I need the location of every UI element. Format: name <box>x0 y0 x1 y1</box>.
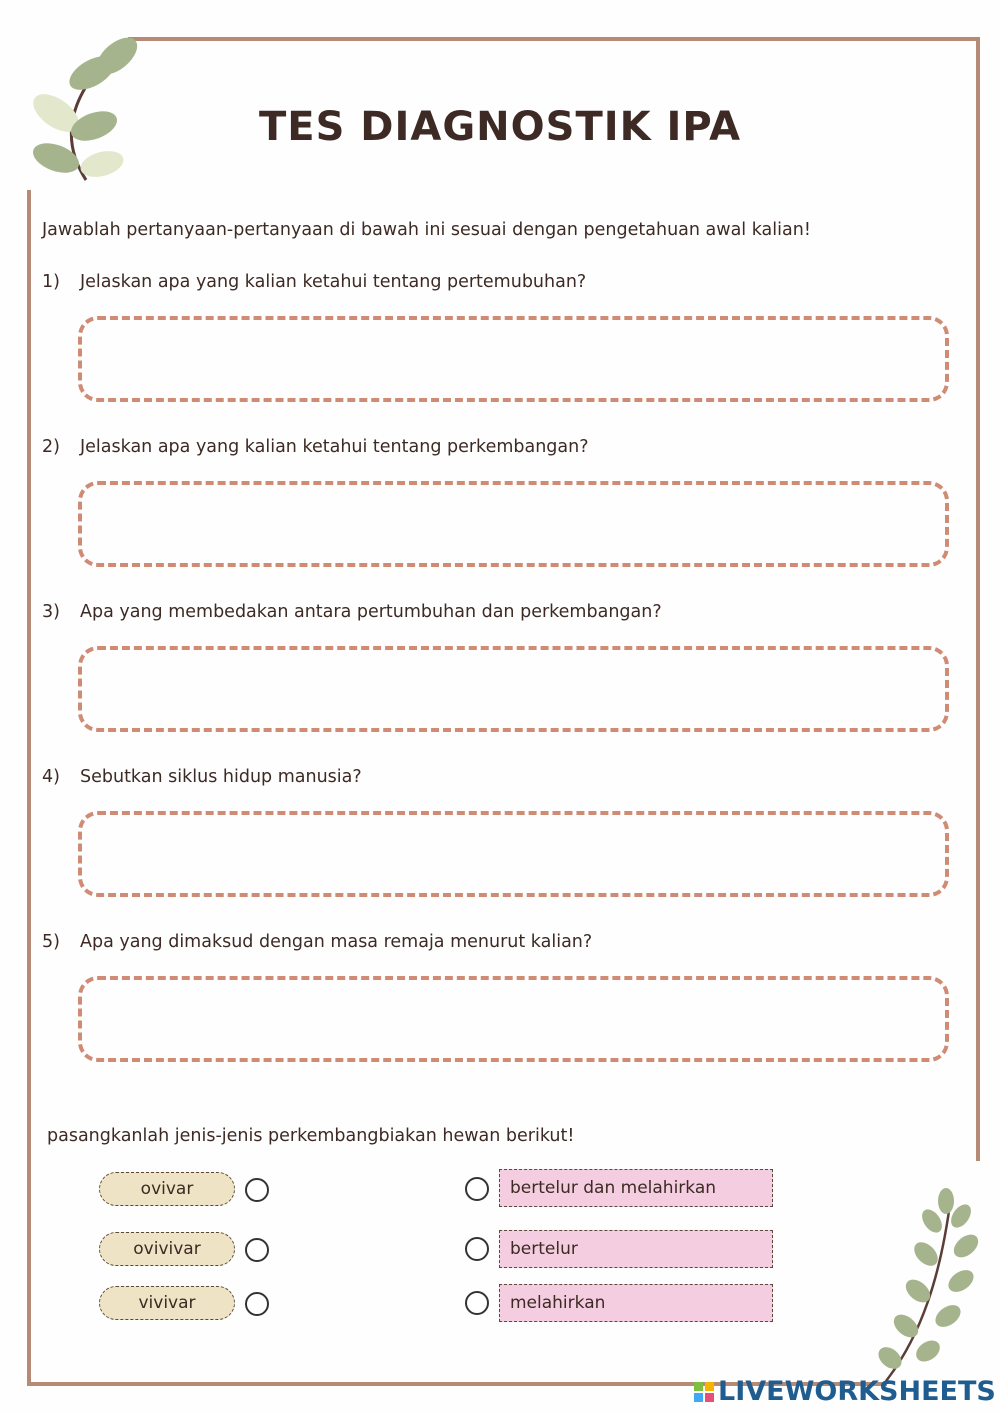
page-title: TES DIAGNOSTIK IPA <box>258 104 742 150</box>
answer-box-2[interactable] <box>78 481 949 567</box>
question-3 <box>42 602 662 622</box>
question-text: Sebutkan siklus hidup manusia? <box>80 767 362 787</box>
answer-box-1[interactable] <box>78 316 949 402</box>
match-right-connector[interactable] <box>465 1291 489 1315</box>
question-5 <box>42 932 592 952</box>
match-right-connector[interactable] <box>465 1177 489 1201</box>
match-left-connector[interactable] <box>245 1178 269 1202</box>
question-text: Jelaskan apa yang kalian ketahui tentang pertemubuhan? <box>80 272 587 292</box>
question-4 <box>42 767 362 787</box>
frame-left-line <box>27 190 31 1386</box>
question-text: Apa yang membedakan antara pertumbuhan dan perkembangan? <box>80 602 662 622</box>
liveworksheets-logo-icon <box>694 1382 714 1402</box>
match-left-item: vivivar <box>99 1286 235 1320</box>
match-right-item: melahirkan <box>499 1284 773 1322</box>
match-left-connector[interactable] <box>245 1292 269 1316</box>
leaf-branch-top-left-icon <box>14 18 144 188</box>
question-number: 4) <box>42 767 60 787</box>
match-right-connector[interactable] <box>465 1237 489 1261</box>
question-text: Apa yang dimaksud dengan masa remaja menurut kalian? <box>80 932 593 952</box>
question-number: 1) <box>42 272 60 292</box>
question-2 <box>42 437 589 457</box>
question-number: 2) <box>42 437 60 457</box>
answer-box-3[interactable] <box>78 646 949 732</box>
question-1 <box>42 272 586 292</box>
frame-top-line <box>128 37 980 41</box>
question-number: 5) <box>42 932 60 952</box>
question-text: Jelaskan apa yang kalian ketahui tentang perkembangan? <box>80 437 589 457</box>
answer-box-5[interactable] <box>78 976 949 1062</box>
answer-box-4[interactable] <box>78 811 949 897</box>
watermark-text: LIVEWORKSHEETS <box>718 1376 996 1407</box>
instruction-text: Jawablah pertanyaan-pertanyaan di bawah ini sesuai dengan pengetahuan awal kalian! <box>42 220 811 240</box>
match-right-item: bertelur dan melahirkan <box>499 1169 773 1207</box>
matching-title: pasangkanlah jenis-jenis perkembangbiakan hewan berikut! <box>47 1126 575 1146</box>
frame-right-line <box>976 37 980 1161</box>
match-left-item: ovivivar <box>99 1232 235 1266</box>
match-left-connector[interactable] <box>245 1238 269 1262</box>
question-number: 3) <box>42 602 60 622</box>
match-left-item: ovivar <box>99 1172 235 1206</box>
match-right-item: bertelur <box>499 1230 773 1268</box>
leaf-branch-bottom-right-icon <box>866 1186 986 1386</box>
liveworksheets-watermark <box>694 1376 996 1407</box>
